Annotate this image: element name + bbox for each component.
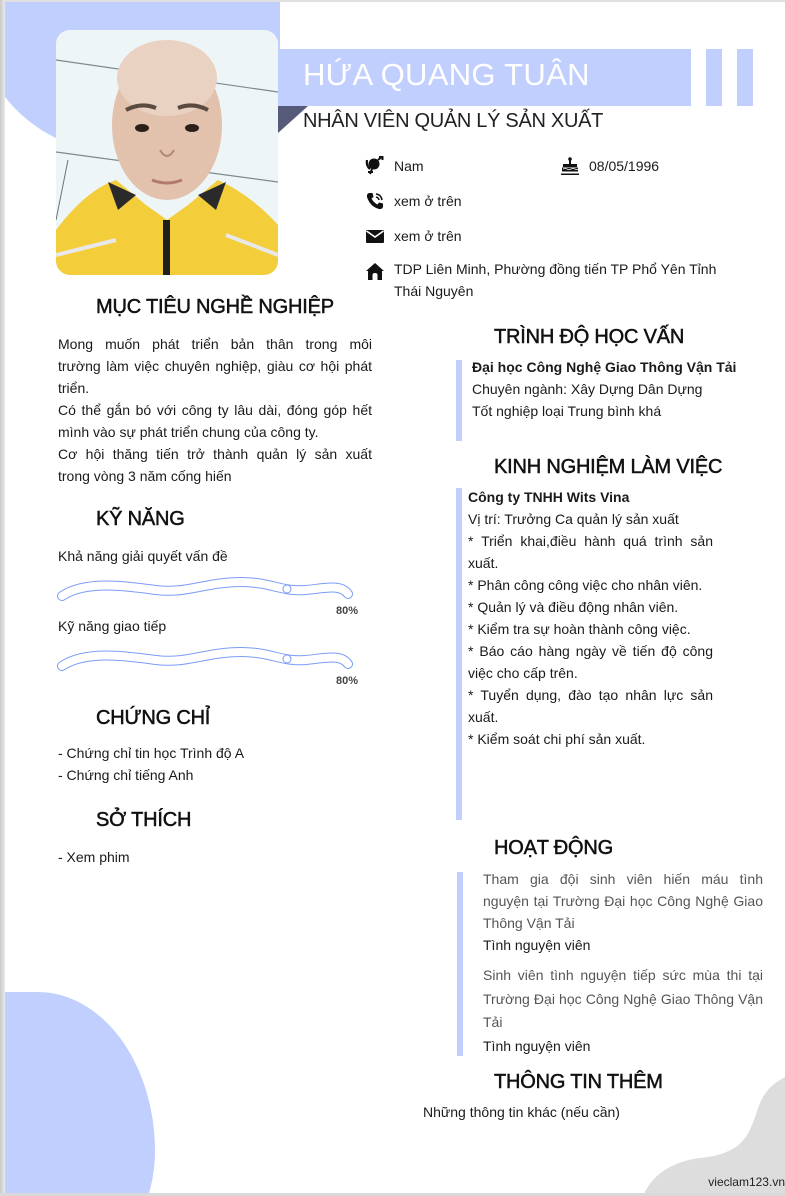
activity-desc-line: Tải [483, 1014, 503, 1030]
activity-item [483, 868, 763, 956]
section-title-objective: MỤC TIÊU NGHỀ NGHIỆP [96, 296, 334, 318]
certificate-item: - Chứng chỉ tin học Trình độ A [58, 745, 245, 761]
section-title-skills: KỸ NĂNG [96, 508, 185, 530]
contact-phone [364, 190, 462, 212]
gender-value: Nam [394, 158, 424, 174]
skill-progress-wave [56, 576, 356, 608]
activity-desc-line: Sinh viên tình nguyện tiếp sức mùa thi tại [483, 967, 763, 983]
experience-company: Công ty TNHH Wits Vina [468, 489, 630, 505]
experience-line: việc cho cấp trên. [468, 665, 578, 681]
experience-line: * Phân công công việc cho nhân viên. [468, 577, 703, 593]
section-title-certificates: CHỨNG CHỈ [96, 707, 211, 729]
activity-role: Tình nguyện viên [483, 1037, 591, 1054]
birthday-value: 08/05/1996 [589, 158, 660, 174]
experience-block [468, 486, 713, 750]
experience-line: * Báo cáo hàng ngày về tiến độ công [468, 643, 713, 659]
banner-decor-bar [737, 49, 753, 106]
education-accent-bar [456, 360, 462, 441]
objective-line: mình vào sự phát triển chung của công ty. [58, 424, 319, 440]
candidate-name: HỨA QUANG TUÂN [303, 57, 590, 92]
skill-label: Kỹ năng giao tiếp [58, 618, 167, 634]
hobbies-list [58, 846, 378, 868]
skill-percent: 80% [336, 605, 359, 617]
activities-accent-bar [457, 872, 463, 1056]
section-title-activities: HOẠT ĐỘNG [494, 837, 613, 859]
education-school: Đại học Công Nghệ Giao Thông Vận Tải [472, 359, 737, 375]
section-title-additional: THÔNG TIN THÊM [494, 1071, 663, 1093]
birthday-cake-icon [559, 155, 581, 177]
page-edge-left [0, 0, 5, 1196]
activity-desc-line: nguyện tại Trường Đại học Công Nghệ Giao [483, 893, 763, 909]
objective-line: Mong muốn phát triển bản thân trong môi [58, 336, 372, 352]
contact-email [364, 225, 462, 247]
home-icon [364, 260, 386, 282]
contact-gender [364, 155, 424, 177]
objective-line: triển. [58, 380, 90, 396]
education-grade: Tốt nghiệp loại Trung bình khá [472, 403, 662, 419]
phone-value: xem ở trên [394, 193, 462, 209]
email-value: xem ở trên [394, 228, 462, 244]
contact-address [364, 258, 716, 302]
activity-desc-line: Tham gia đội sinh viên hiến máu tình [483, 871, 763, 887]
experience-accent-bar [456, 488, 462, 820]
objective-line: trong vòng 3 năm cống hiến [58, 468, 232, 484]
skill-percent: 80% [336, 675, 359, 687]
activity-desc-line: Trường Đại học Công Nghệ Giao Thông Vận [483, 990, 763, 1007]
contact-birthday [559, 155, 659, 177]
decor-blob-bottom-left [0, 992, 155, 1196]
address-line-1: TDP Liên Minh, Phường đồng tiến TP Phổ Yên Tỉnh [394, 261, 717, 277]
experience-line: * Triển khai,điều hành quá trình sản [468, 533, 713, 549]
experience-line: * Quản lý và điều động nhân viên. [468, 599, 679, 615]
certificate-item: - Chứng chỉ tiếng Anh [58, 767, 194, 783]
certificates-list [58, 742, 378, 786]
banner-decor-bar [706, 49, 722, 106]
section-title-education: TRÌNH ĐỘ HỌC VẤN [494, 326, 685, 348]
section-title-hobbies: SỞ THÍCH [96, 809, 192, 831]
experience-line: xuất. [468, 555, 499, 571]
section-title-experience: KINH NGHIỆM LÀM VIỆC [494, 456, 723, 478]
experience-line: Vị trí: Trưởng Ca quản lý sản xuất [468, 511, 679, 527]
objective-line: trường làm việc chuyên nghiệp, giàu cơ hội phát [58, 358, 372, 374]
hobby-item: - Xem phim [58, 849, 130, 865]
experience-line: * Kiểm tra sự hoàn thành công việc. [468, 621, 691, 637]
objective-text [58, 333, 372, 487]
skill-progress-wave [56, 646, 356, 678]
education-major: Chuyên ngành: Xây Dựng Dân Dựng [472, 381, 703, 397]
objective-line: Cơ hội thăng tiến trở thành quản lý sản xuất [58, 446, 372, 462]
activity-item [483, 964, 763, 1058]
activity-desc-line: Thông Vận Tải [483, 915, 575, 931]
skill-label: Khả năng giải quyết vấn đề [58, 548, 228, 564]
additional-text [423, 1101, 723, 1123]
watermark: vieclam123.vn [708, 1175, 785, 1189]
activity-role: Tình nguyện viên [483, 937, 591, 953]
profile-photo [56, 30, 278, 275]
address-line-2: Thái Nguyên [394, 283, 474, 299]
envelope-icon [364, 225, 386, 247]
job-title: NHÂN VIÊN QUẢN LÝ SẢN XUẤT [303, 110, 604, 132]
objective-line: Có thể gắn bó với công ty lâu dài, đóng góp hết [58, 402, 372, 418]
additional-info: Những thông tin khác (nếu cần) [423, 1104, 620, 1120]
phone-icon [364, 190, 386, 212]
experience-line: xuất. [468, 709, 499, 725]
gender-icon [364, 155, 386, 177]
experience-line: * Tuyển dụng, đào tạo nhân lực sản [468, 687, 713, 703]
page-edge-top [0, 0, 785, 2]
experience-line: * Kiểm soát chi phí sản xuất. [468, 731, 646, 747]
education-block [472, 356, 762, 422]
